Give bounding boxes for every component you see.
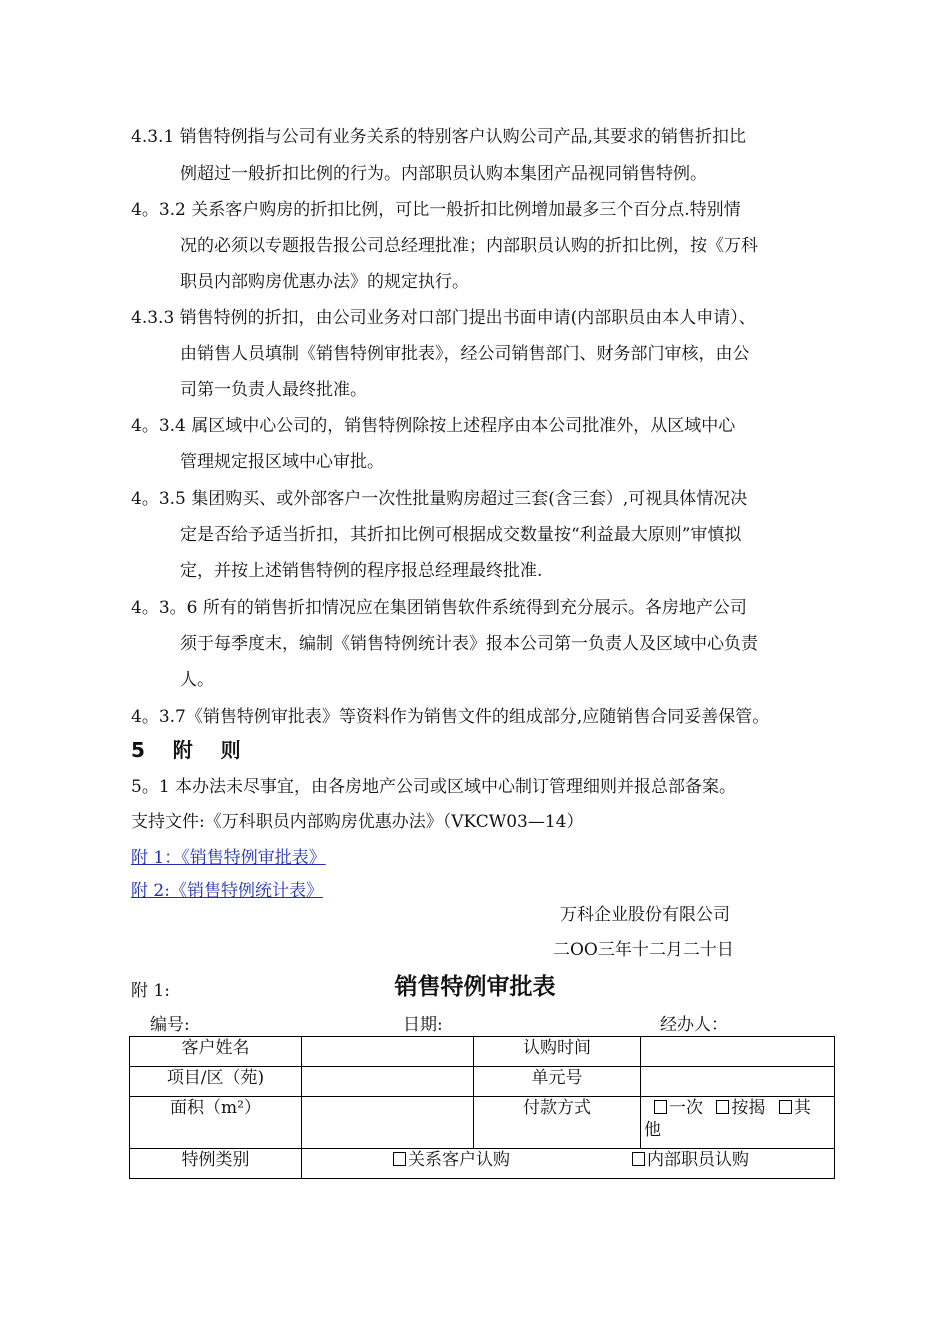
special-type-label: 特例类别 [130, 1149, 302, 1179]
clause-4-3-3-line-2: 由销售人员填制《销售特例审批表》，经公司销售部门、财务部门审核，由公 [180, 344, 750, 364]
clause-4-3-7-line-1: 4。3.7《销售特例审批表》等资料作为销售文件的组成部分,应随销售合同妥善保管。 [131, 707, 770, 727]
pay-mortgage-label: 按揭 [731, 1098, 766, 1118]
unit-no-label: 单元号 [474, 1067, 641, 1097]
clause-4-3-4-line-2: 管理规定报区域中心审批。 [180, 452, 384, 472]
clause-4-3-4-line-1: 4。3.4 属区域中心公司的，销售特例除按上述程序由本公司批准外，从区域中心 [131, 416, 736, 436]
clause-4-3-5-line-2: 定是否给予适当折扣，其折扣比例可根据成交数量按“利益最大原则”审慎拟 [180, 525, 742, 545]
purchase-time-label: 认购时间 [474, 1037, 641, 1067]
checkbox-internal-staff[interactable] [632, 1152, 645, 1166]
pay-other-label-continued: 他 [644, 1120, 661, 1140]
project-label: 项目/区（苑) [130, 1067, 302, 1097]
area-field[interactable] [302, 1097, 474, 1149]
payment-options [641, 1097, 835, 1149]
checkbox-pay-other[interactable] [779, 1100, 792, 1114]
form-title: 销售特例审批表 [394, 974, 556, 1000]
project-field[interactable] [302, 1067, 474, 1097]
approval-form-table [129, 1036, 835, 1179]
clause-4-3-6-line-1: 4。3。6 所有的销售折扣情况应在集团销售软件系统得到充分展示。各房地产公司 [131, 598, 747, 618]
form-handler-label: 经办人： [660, 1015, 728, 1035]
clause-4-3-3-line-3: 司第一负责人最终批准。 [180, 380, 367, 400]
section-5-1-text: 5。1 本办法未尽事宜，由各房地产公司或区域中心制订管理细则并报总部备案。 [131, 777, 737, 797]
customer-name-label: 客户姓名 [130, 1037, 302, 1067]
clause-4-3-2-line-3: 职员内部购房优惠办法》的规定执行。 [180, 272, 469, 292]
clause-4-3-2-line-1: 4。3.2 关系客户购房的折扣比例，可比一般折扣比例增加最多三个百分点.特别情 [131, 200, 741, 220]
clause-4-3-6-line-2: 须于每季度末，编制《销售特例统计表》报本公司第一负责人及区域中心负责 [180, 634, 758, 654]
area-label: 面积（m²） [130, 1097, 302, 1149]
checkbox-pay-once[interactable] [654, 1100, 667, 1114]
appendix-label: 附 1: [131, 981, 170, 1001]
form-date-label: 日期: [403, 1015, 443, 1035]
table-row [130, 1037, 835, 1067]
purchase-time-field[interactable] [641, 1037, 835, 1067]
clause-4-3-1-line-1: 4.3.1 销售特例指与公司有业务关系的特别客户认购公司产品,其要求的销售折扣比 [131, 127, 747, 147]
customer-name-field[interactable] [302, 1037, 474, 1067]
clause-4-3-1-line-2: 例超过一般折扣比例的行为。内部职员认购本集团产品视同销售特例。 [180, 164, 707, 184]
related-customer-label: 关系客户认购 [408, 1150, 510, 1170]
payment-method-label: 付款方式 [474, 1097, 641, 1149]
checkbox-pay-mortgage[interactable] [716, 1100, 729, 1114]
special-type-options [302, 1149, 835, 1179]
clause-4-3-6-line-3: 人。 [180, 670, 214, 690]
signature-date: 二OO三年十二月二十日 [553, 940, 734, 960]
section-5-heading: 5 附 则 [131, 738, 241, 762]
pay-other-label: 其 [793, 1098, 811, 1118]
clause-4-3-3-line-1: 4.3.3 销售特例的折扣，由公司业务对口部门提出书面申请(内部职员由本人申请）、 [131, 308, 756, 328]
table-row [130, 1097, 835, 1149]
table-row [130, 1067, 835, 1097]
appendix-2-link[interactable]: 附 2:《销售特例统计表》 [131, 881, 323, 901]
checkbox-related-customer[interactable] [393, 1152, 406, 1166]
internal-staff-label: 内部职员认购 [647, 1150, 749, 1170]
form-number-label: 编号: [150, 1015, 190, 1035]
signature-company: 万科企业股份有限公司 [560, 905, 730, 925]
pay-once-label: 一次 [669, 1098, 703, 1118]
table-row [130, 1149, 835, 1179]
clause-4-3-5-line-3: 定，并按上述销售特例的程序报总经理最终批准. [180, 561, 543, 581]
supporting-document: 支持文件:《万科职员内部购房优惠办法》（VKCW03—14） [131, 812, 584, 832]
appendix-1-link[interactable]: 附 1：《销售特例审批表》 [131, 848, 326, 868]
clause-4-3-2-line-2: 况的必须以专题报告报公司总经理批准；内部职员认购的折扣比例，按《万科 [180, 236, 758, 256]
unit-no-field[interactable] [641, 1067, 835, 1097]
clause-4-3-5-line-1: 4。3.5 集团购买、或外部客户一次性批量购房超过三套(含三套）,可视具体情况决 [131, 489, 748, 509]
